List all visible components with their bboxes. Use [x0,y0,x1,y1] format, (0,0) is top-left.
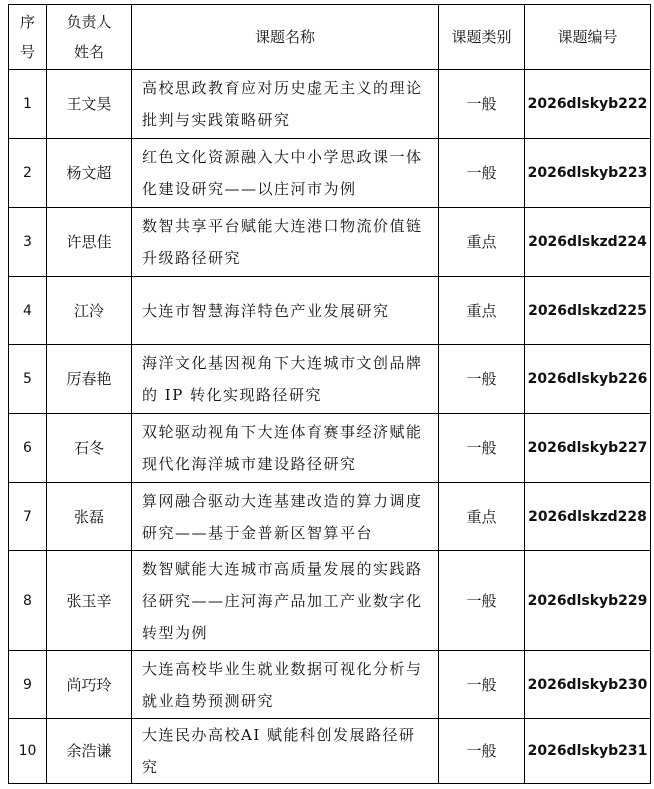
cell-code: 2026dlskyb231 [525,719,651,784]
cell-seq: 4 [9,277,47,345]
header-leader [47,5,132,70]
cell-title: 双轮驱动视角下大连体育赛事经济赋能现代化海洋城市建设路径研究 [132,414,439,483]
cell-title: 算网融合驱动大连基建改造的算力调度研究——基于金普新区智算平台 [132,483,439,551]
cell-seq: 6 [9,414,47,483]
table-row [9,70,651,139]
cell-seq: 9 [9,651,47,719]
table-row [9,208,651,277]
cell-leader: 江泠 [47,277,132,345]
cell-seq: 3 [9,208,47,277]
cell-leader: 石冬 [47,414,132,483]
project-table [8,4,651,784]
cell-leader: 厉春艳 [47,345,132,414]
cell-seq: 2 [9,139,47,208]
cell-leader: 杨文超 [47,139,132,208]
table-row [9,414,651,483]
cell-title: 高校思政教育应对历史虚无主义的理论批判与实践策略研究 [132,70,439,139]
table-row [9,719,651,784]
cell-title: 大连民办高校AI 赋能科创发展路径研究 [132,719,439,784]
header-category: 课题类别 [439,5,525,70]
cell-category: 一般 [439,719,525,784]
cell-category: 一般 [439,551,525,651]
cell-code: 2026dlskzd224 [525,208,651,277]
cell-title: 红色文化资源融入大中小学思政课一体化建设研究——以庄河市为例 [132,139,439,208]
cell-category: 重点 [439,483,525,551]
cell-category: 一般 [439,70,525,139]
cell-title: 大连高校毕业生就业数据可视化分析与就业趋势预测研究 [132,651,439,719]
header-title: 课题名称 [132,5,439,70]
cell-title: 大连市智慧海洋特色产业发展研究 [132,277,439,345]
cell-leader: 尚巧玲 [47,651,132,719]
cell-title: 数智赋能大连城市高质量发展的实践路径研究——庄河海产品加工产业数字化转型为例 [132,551,439,651]
cell-leader: 王文昊 [47,70,132,139]
cell-leader: 余浩谦 [47,719,132,784]
cell-category: 一般 [439,651,525,719]
cell-category: 一般 [439,414,525,483]
header-row [9,5,651,70]
cell-category: 一般 [439,345,525,414]
cell-leader: 许思佳 [47,208,132,277]
table-row [9,345,651,414]
cell-leader: 张玉辛 [47,551,132,651]
cell-title: 数智共享平台赋能大连港口物流价值链升级路径研究 [132,208,439,277]
header-seq [9,5,47,70]
header-leader-line1: 负责人 [66,13,112,31]
cell-seq: 7 [9,483,47,551]
cell-leader: 张磊 [47,483,132,551]
header-seq-line2: 号 [19,43,35,61]
cell-code: 2026dlskyb229 [525,551,651,651]
table-row [9,651,651,719]
cell-code: 2026dlskyb227 [525,414,651,483]
cell-code: 2026dlskyb226 [525,345,651,414]
cell-category: 重点 [439,208,525,277]
cell-seq: 8 [9,551,47,651]
cell-category: 一般 [439,139,525,208]
cell-seq: 5 [9,345,47,414]
cell-code: 2026dlskzd225 [525,277,651,345]
cell-code: 2026dlskyb223 [525,139,651,208]
table-body [9,70,651,784]
table-row [9,483,651,551]
cell-code: 2026dlskyb222 [525,70,651,139]
header-seq-line1: 序 [19,13,35,31]
header-code: 课题编号 [525,5,651,70]
table-row [9,139,651,208]
cell-seq: 1 [9,70,47,139]
header-leader-line2: 姓名 [73,43,104,61]
cell-seq: 10 [9,719,47,784]
cell-code: 2026dlskyb230 [525,651,651,719]
table-row [9,277,651,345]
cell-title: 海洋文化基因视角下大连城市文创品牌的 IP 转化实现路径研究 [132,345,439,414]
table-row [9,551,651,651]
cell-category: 重点 [439,277,525,345]
cell-code: 2026dlskzd228 [525,483,651,551]
